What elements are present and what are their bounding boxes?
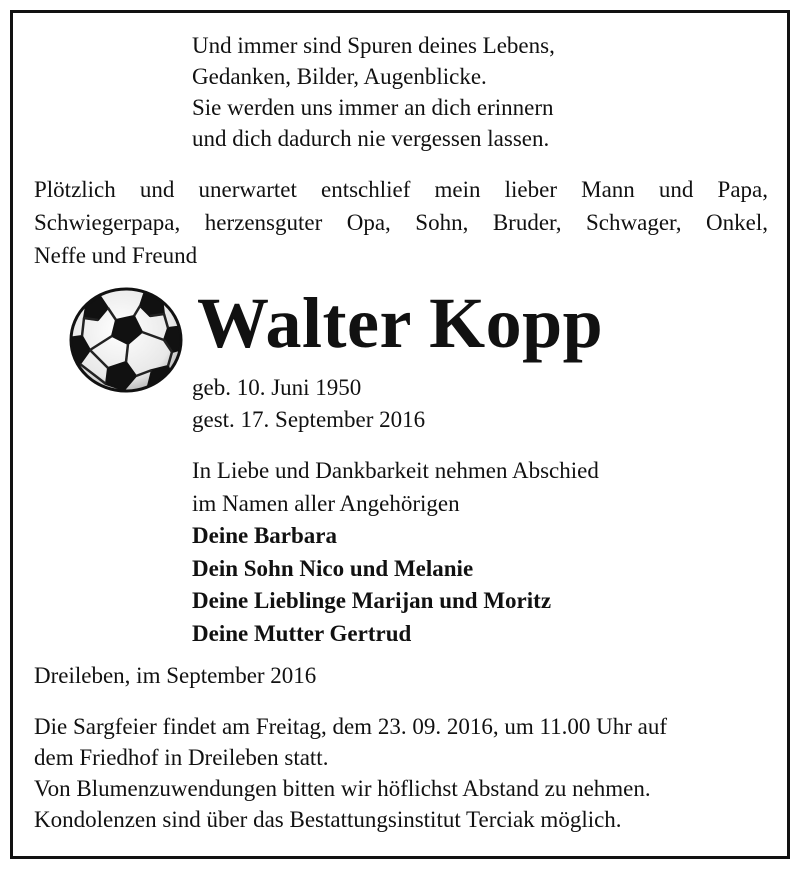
poem-line: und dich dadurch nie vergessen lassen. (192, 126, 550, 151)
poem-line: Sie werden uns immer an dich erinnern (192, 95, 554, 120)
place-date: Dreileben, im September 2016 (34, 663, 317, 688)
intro-text (34, 173, 768, 272)
funeral-info (34, 711, 667, 835)
intro-line: Neffe und Freund (34, 243, 198, 268)
info-line: Die Sargfeier findet am Freitag, dem 23. 09. 2016, um 11.00 Uhr auf (34, 714, 667, 739)
mourners-block (192, 455, 599, 650)
family-member: Deine Barbara (192, 523, 338, 548)
intro-line: Plötzlich und unerwartet entschlief mein lieber Mann und Papa, (34, 177, 768, 202)
family-member: Deine Mutter Gertrud (192, 620, 412, 646)
farewell-line: In Liebe und Dankbarkeit nehmen Abschied (192, 458, 599, 483)
info-line: Kondolenzen sind über das Bestattungsinstitut Terciak möglich. (34, 807, 622, 832)
poem (192, 30, 555, 154)
family-member: Deine Lieblinge Marijan und Moritz (192, 588, 552, 613)
family-member: Dein Sohn Nico und Melanie (192, 555, 474, 581)
soccer-ball-icon (68, 286, 184, 394)
poem-line: Gedanken, Bilder, Augenblicke. (192, 64, 487, 89)
farewell-line: im Namen aller Angehörigen (192, 490, 460, 516)
life-dates (192, 372, 425, 436)
poem-line: Und immer sind Spuren deines Lebens, (192, 33, 555, 58)
info-line: Von Blumenzuwendungen bitten wir höflichst Abstand zu nehmen. (34, 776, 651, 801)
intro-line: Schwiegerpapa, herzensguter Opa, Sohn, Bruder, Schwager, Onkel, (34, 210, 768, 235)
info-line: dem Friedhof in Dreileben statt. (34, 745, 329, 770)
birth-date: geb. 10. Juni 1950 (192, 375, 362, 400)
deceased-name: Walter Kopp (197, 283, 604, 363)
death-date: gest. 17. September 2016 (192, 407, 426, 432)
